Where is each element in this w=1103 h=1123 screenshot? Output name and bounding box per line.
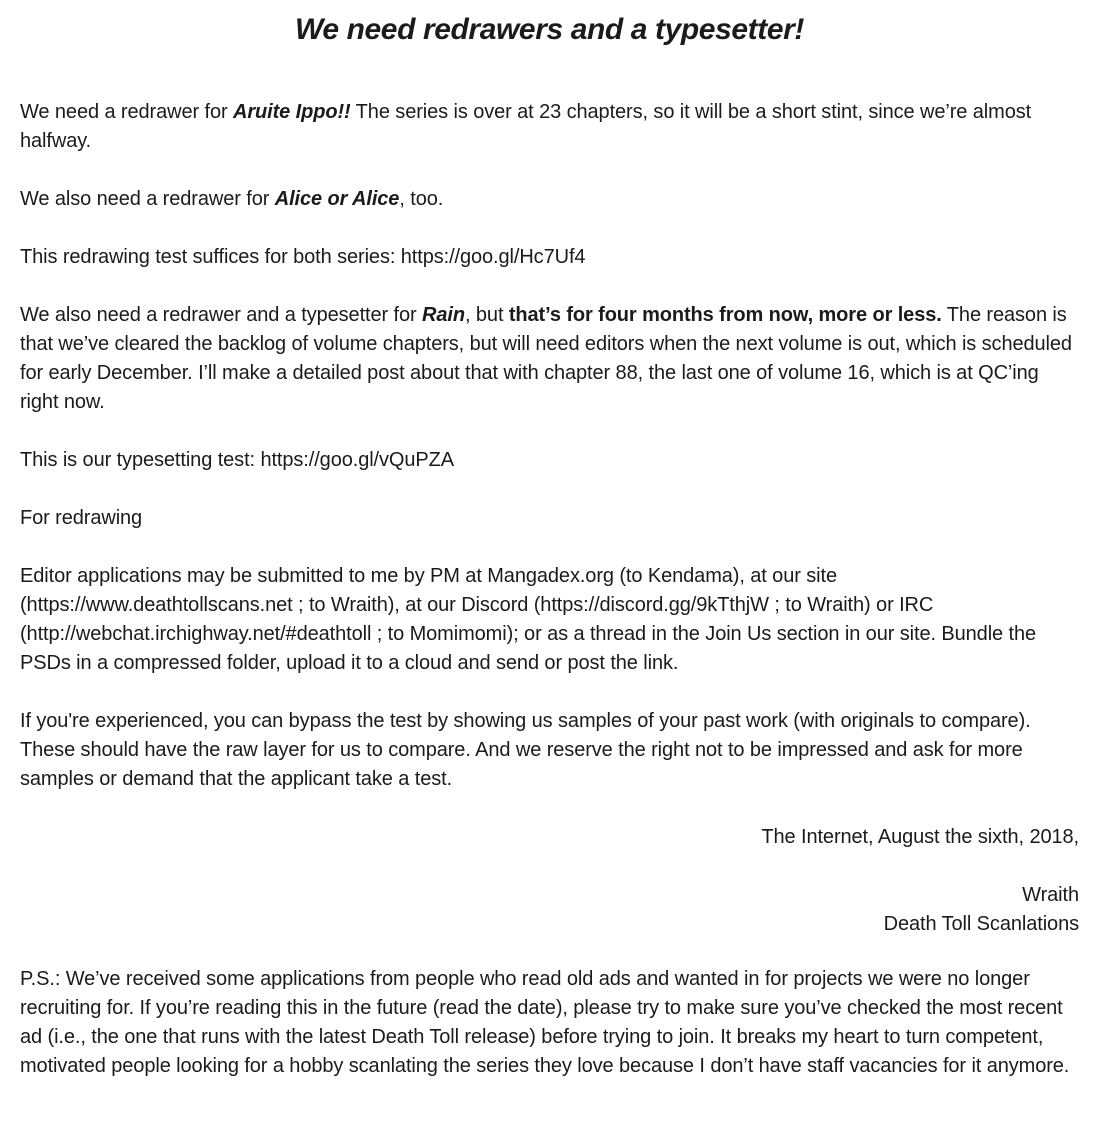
- series-name-aruite-ippo: Aruite Ippo!!: [233, 101, 351, 123]
- page-title: We need redrawers and a typesetter!: [295, 13, 804, 46]
- text-segment: The series is over at 23 chapters, so it will be a short stint, since we’re almost halfway.: [20, 101, 1032, 152]
- paragraph-redrawing-test-link: [20, 243, 1079, 272]
- paragraph-aruite-ippo: [20, 98, 1079, 156]
- text-segment: , too.: [399, 188, 444, 210]
- text-segment: For redrawing: [20, 507, 143, 529]
- text-segment: , but: [464, 304, 509, 326]
- paragraph-application-channels: [20, 562, 1079, 678]
- text-segment: This redrawing test suffices for both series: https://goo.gl/Hc7Uf4: [20, 246, 586, 268]
- paragraph-rain-harder-test-link: [20, 504, 1079, 533]
- signature-group: Death Toll Scanlations: [883, 913, 1079, 935]
- emphasis-four-months: that’s for four months from now, more or less.: [508, 304, 942, 326]
- paragraph-rain-recruitment: [20, 301, 1079, 417]
- text-segment: If you're experienced, you can bypass the test by showing us samples of your past work (with originals to compare). These should have the raw layer for us to compare. And we reserve the right not to be impressed and ask for more samples or demand that the applicant take a test.: [20, 710, 1031, 790]
- paragraph-experienced-bypass: [20, 707, 1079, 794]
- paragraph-typesetting-test-link: [20, 446, 1079, 475]
- text-segment: We also need a redrawer for: [20, 188, 275, 210]
- series-name-rain: Rain: [422, 304, 465, 326]
- text-segment: Editor applications may be submitted to me by PM at Mangadex.org (to Kendama), at our site (https://www.deathtollscans.net ; to Wraith), at our Discord (https://discord.gg/9kTthjW ; to Wraith) or IRC (http://webchat.irchighway.net/#deathtoll ; to Momimomi); or as a thread in the Join Us section in our site. Bundle the PSDs in a compressed folder, upload it to a cloud and send or post the link.: [20, 565, 1037, 674]
- paragraph-alice-or-alice: [20, 185, 1079, 214]
- dateline: The Internet, August the sixth, 2018,: [761, 826, 1079, 848]
- postscript-paragraph: P.S.: We’ve received some applications from people who read old ads and wanted in for projects we were no longer recruiting for. If you’re reading this in the future (read the date), please try to make sure you’ve checked the most recent ad (i.e., the one that runs with the latest Death Toll release) before trying to join. It breaks my heart to turn competent, motivated people looking for a hobby scanlating the series they love because I don’t have staff vacancies for it anymore.: [20, 968, 1070, 1077]
- text-segment: We need a redrawer for: [20, 101, 233, 123]
- signoff-block: [20, 823, 1079, 939]
- text-segment: This is our typesetting test: https://goo.gl/vQuPZA: [20, 449, 454, 471]
- text-segment: The reason is that we’ve cleared the backlog of volume chapters, but will need editors when the next volume is out, which is scheduled for early December. I’ll make a detailed post about that with chapter 88, the last one of volume 16, which is at QC’ing right now.: [20, 304, 1072, 413]
- text-segment: We also need a redrawer and a typesetter for: [20, 304, 423, 326]
- signature-author: Wraith: [1022, 884, 1079, 906]
- series-name-alice-or-alice: Alice or Alice: [274, 188, 400, 210]
